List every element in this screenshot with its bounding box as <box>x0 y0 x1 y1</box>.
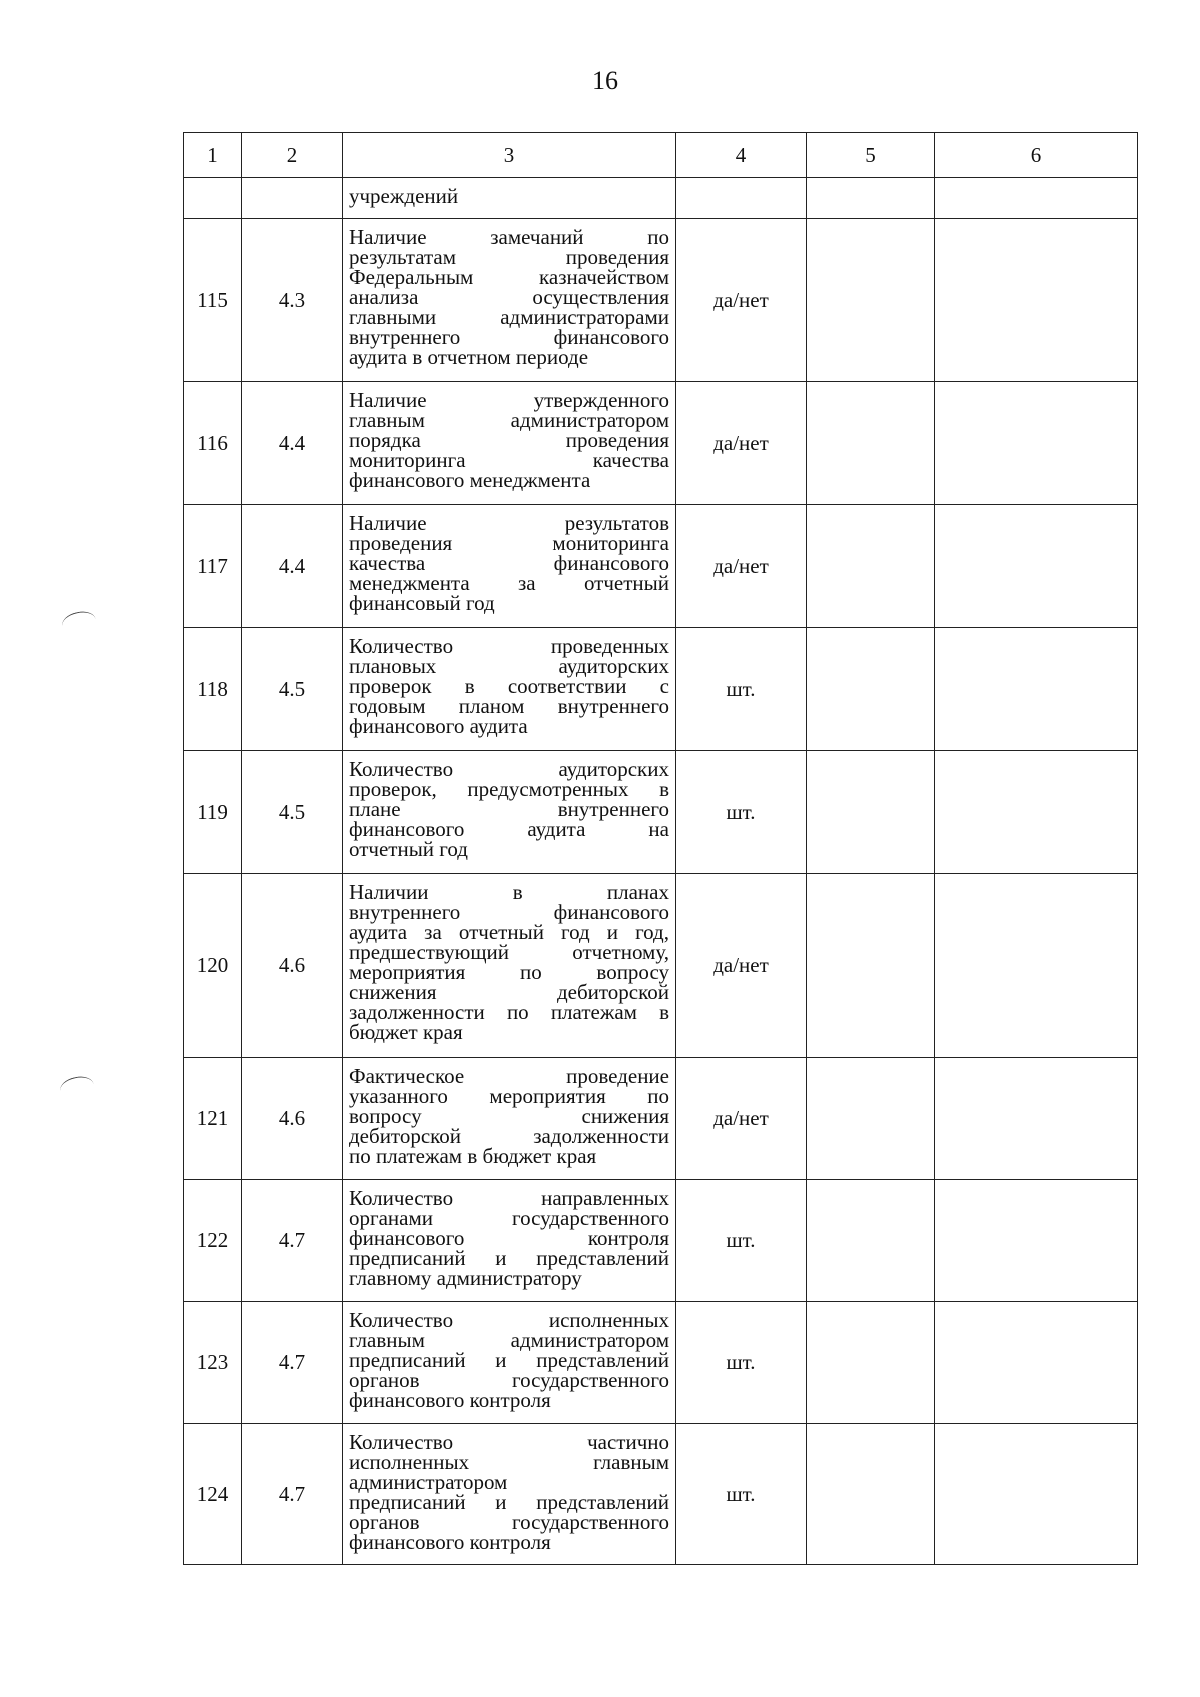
row-code <box>242 178 343 219</box>
indicator-text-line: проведения мониторинга <box>349 531 669 555</box>
row-number: 124 <box>184 1424 242 1565</box>
value-cell-5 <box>807 1180 935 1302</box>
indicator-text-line: Количество частично <box>349 1430 669 1454</box>
row-number <box>184 178 242 219</box>
indicator-text-line: Количество аудиторских <box>349 757 669 781</box>
indicator-text <box>343 1302 676 1424</box>
indicator-text-line: мероприятия по вопросу <box>349 960 669 984</box>
value-cell-5 <box>807 628 935 751</box>
value-cell-6 <box>935 178 1138 219</box>
indicator-text <box>343 751 676 874</box>
indicator-text-line: предшествующий отчетному, <box>349 940 669 964</box>
row-number: 117 <box>184 505 242 628</box>
unit-cell <box>676 178 807 219</box>
row-number: 120 <box>184 874 242 1058</box>
indicator-text-line: годовым планом внутреннего <box>349 694 669 718</box>
column-header: 6 <box>935 133 1138 178</box>
table-row <box>184 1424 1138 1565</box>
value-cell-6 <box>935 628 1138 751</box>
value-cell-5 <box>807 505 935 628</box>
indicator-text-line: финансового аудита <box>349 714 528 738</box>
table-row <box>184 505 1138 628</box>
indicator-text-line: финансового контроля <box>349 1388 551 1412</box>
indicator-text-line: Наличии в планах <box>349 880 669 904</box>
indicator-text-line: аудита в отчетном периоде <box>349 345 589 369</box>
table-row <box>184 178 1138 219</box>
value-cell-6 <box>935 219 1138 382</box>
value-cell-5 <box>807 751 935 874</box>
indicator-text-line: органами государственного <box>349 1206 669 1230</box>
value-cell-5 <box>807 874 935 1058</box>
indicator-text-line: Фактическое проведение <box>349 1064 669 1088</box>
row-number: 121 <box>184 1058 242 1180</box>
indicator-text-line: финансового аудита на <box>349 817 669 841</box>
row-number: 118 <box>184 628 242 751</box>
unit-cell: да/нет <box>676 1058 807 1180</box>
indicator-text-line: порядка проведения <box>349 428 669 452</box>
row-code: 4.4 <box>242 382 343 505</box>
indicator-text-line: Наличие замечаний по <box>349 225 669 249</box>
indicator-text-line: снижения дебиторской <box>349 980 669 1004</box>
column-header: 5 <box>807 133 935 178</box>
row-code: 4.5 <box>242 751 343 874</box>
row-code: 4.6 <box>242 1058 343 1180</box>
unit-cell: шт. <box>676 1180 807 1302</box>
indicator-text-line: предписаний и представлений <box>349 1348 669 1372</box>
value-cell-6 <box>935 1058 1138 1180</box>
indicator-text-line: предписаний и представлений <box>349 1490 669 1514</box>
indicator-text <box>343 382 676 505</box>
row-number: 116 <box>184 382 242 505</box>
value-cell-5 <box>807 178 935 219</box>
punch-hole-mark <box>60 609 98 637</box>
value-cell-6 <box>935 751 1138 874</box>
indicator-text-line: проверок в соответствии с <box>349 674 669 698</box>
row-number: 119 <box>184 751 242 874</box>
indicator-text-line: задолженности по платежам в <box>349 1000 669 1024</box>
indicator-text-line: учреждений <box>349 184 459 208</box>
indicator-text-line: бюджет края <box>349 1020 463 1044</box>
indicator-text-line: администратором <box>349 1470 508 1494</box>
indicator-text-line: исполненных главным <box>349 1450 669 1474</box>
indicator-text-line: главным администратором <box>349 1328 669 1352</box>
indicator-text-line: Федеральным казначейством <box>349 265 669 289</box>
indicator-text-line: финансового контроля <box>349 1530 551 1554</box>
indicator-text-line: плане внутреннего <box>349 797 669 821</box>
indicator-text-line: мониторинга качества <box>349 448 669 472</box>
indicator-text-line: результатам проведения <box>349 245 669 269</box>
indicator-text-line: указанного мероприятия по <box>349 1084 669 1108</box>
value-cell-5 <box>807 1302 935 1424</box>
indicator-text-line: Наличие результатов <box>349 511 669 535</box>
column-header: 4 <box>676 133 807 178</box>
indicator-text-line: внутреннего финансового <box>349 900 669 924</box>
indicator-text-line: отчетный год <box>349 837 468 861</box>
indicator-text-line: Количество направленных <box>349 1186 669 1210</box>
column-header: 3 <box>343 133 676 178</box>
indicator-text-line: финансовый год <box>349 591 495 615</box>
indicator-text-line: проверок, предусмотренных в <box>349 777 669 801</box>
indicator-text-line: вопросу снижения <box>349 1104 669 1128</box>
table-row <box>184 1302 1138 1424</box>
value-cell-6 <box>935 1302 1138 1424</box>
value-cell-5 <box>807 1424 935 1565</box>
value-cell-6 <box>935 874 1138 1058</box>
indicator-text <box>343 505 676 628</box>
row-number: 115 <box>184 219 242 382</box>
column-header: 1 <box>184 133 242 178</box>
indicator-text-line: Наличие утвержденного <box>349 388 669 412</box>
indicator-text-line: главному администратору <box>349 1266 582 1290</box>
row-code: 4.7 <box>242 1424 343 1565</box>
unit-cell: да/нет <box>676 382 807 505</box>
indicator-text-line: по платежам в бюджет края <box>349 1144 597 1168</box>
indicator-table <box>183 132 1138 1565</box>
indicator-text <box>343 874 676 1058</box>
value-cell-5 <box>807 382 935 505</box>
row-number: 123 <box>184 1302 242 1424</box>
row-number: 122 <box>184 1180 242 1302</box>
table-row <box>184 874 1138 1058</box>
indicator-text <box>343 219 676 382</box>
value-cell-6 <box>935 382 1138 505</box>
indicator-text-line: финансового менеджмента <box>349 468 591 492</box>
value-cell-6 <box>935 505 1138 628</box>
indicator-text-line: дебиторской задолженности <box>349 1124 669 1148</box>
value-cell-6 <box>935 1424 1138 1565</box>
unit-cell: шт. <box>676 1302 807 1424</box>
indicator-text-line: Количество исполненных <box>349 1308 669 1332</box>
indicator-text-line: органов государственного <box>349 1368 669 1392</box>
unit-cell: шт. <box>676 1424 807 1565</box>
indicator-text-line: предписаний и представлений <box>349 1246 669 1270</box>
row-code: 4.6 <box>242 874 343 1058</box>
indicator-text-line: менеджмента за отчетный <box>349 571 669 595</box>
unit-cell: да/нет <box>676 505 807 628</box>
row-code: 4.7 <box>242 1302 343 1424</box>
table-row <box>184 1180 1138 1302</box>
row-code: 4.3 <box>242 219 343 382</box>
column-header: 2 <box>242 133 343 178</box>
table-header-row <box>184 133 1138 178</box>
row-code: 4.4 <box>242 505 343 628</box>
indicator-text-line: финансового контроля <box>349 1226 669 1250</box>
row-code: 4.5 <box>242 628 343 751</box>
indicator-text-line: Количество проведенных <box>349 634 669 658</box>
unit-cell: шт. <box>676 628 807 751</box>
table-row <box>184 751 1138 874</box>
table-row <box>184 1058 1138 1180</box>
indicator-text-line: главными администраторами <box>349 305 669 329</box>
unit-cell: шт. <box>676 751 807 874</box>
indicator-text-line: внутреннего финансового <box>349 325 669 349</box>
indicator-text <box>343 178 676 219</box>
page-number: 16 <box>592 66 618 95</box>
unit-cell: да/нет <box>676 219 807 382</box>
indicator-text-line: плановых аудиторских <box>349 654 669 678</box>
row-code: 4.7 <box>242 1180 343 1302</box>
unit-cell: да/нет <box>676 874 807 1058</box>
table-row <box>184 382 1138 505</box>
indicator-text <box>343 628 676 751</box>
indicator-text <box>343 1058 676 1180</box>
indicator-text-line: качества финансового <box>349 551 669 575</box>
value-cell-5 <box>807 1058 935 1180</box>
indicator-text <box>343 1180 676 1302</box>
punch-hole-mark <box>58 1074 96 1102</box>
indicator-text-line: анализа осуществления <box>349 285 669 309</box>
value-cell-6 <box>935 1180 1138 1302</box>
indicator-text-line: аудита за отчетный год и год, <box>349 920 669 944</box>
value-cell-5 <box>807 219 935 382</box>
table-row <box>184 628 1138 751</box>
indicator-text-line: органов государственного <box>349 1510 669 1534</box>
indicator-text-line: главным администратором <box>349 408 669 432</box>
table-row <box>184 219 1138 382</box>
indicator-text <box>343 1424 676 1565</box>
